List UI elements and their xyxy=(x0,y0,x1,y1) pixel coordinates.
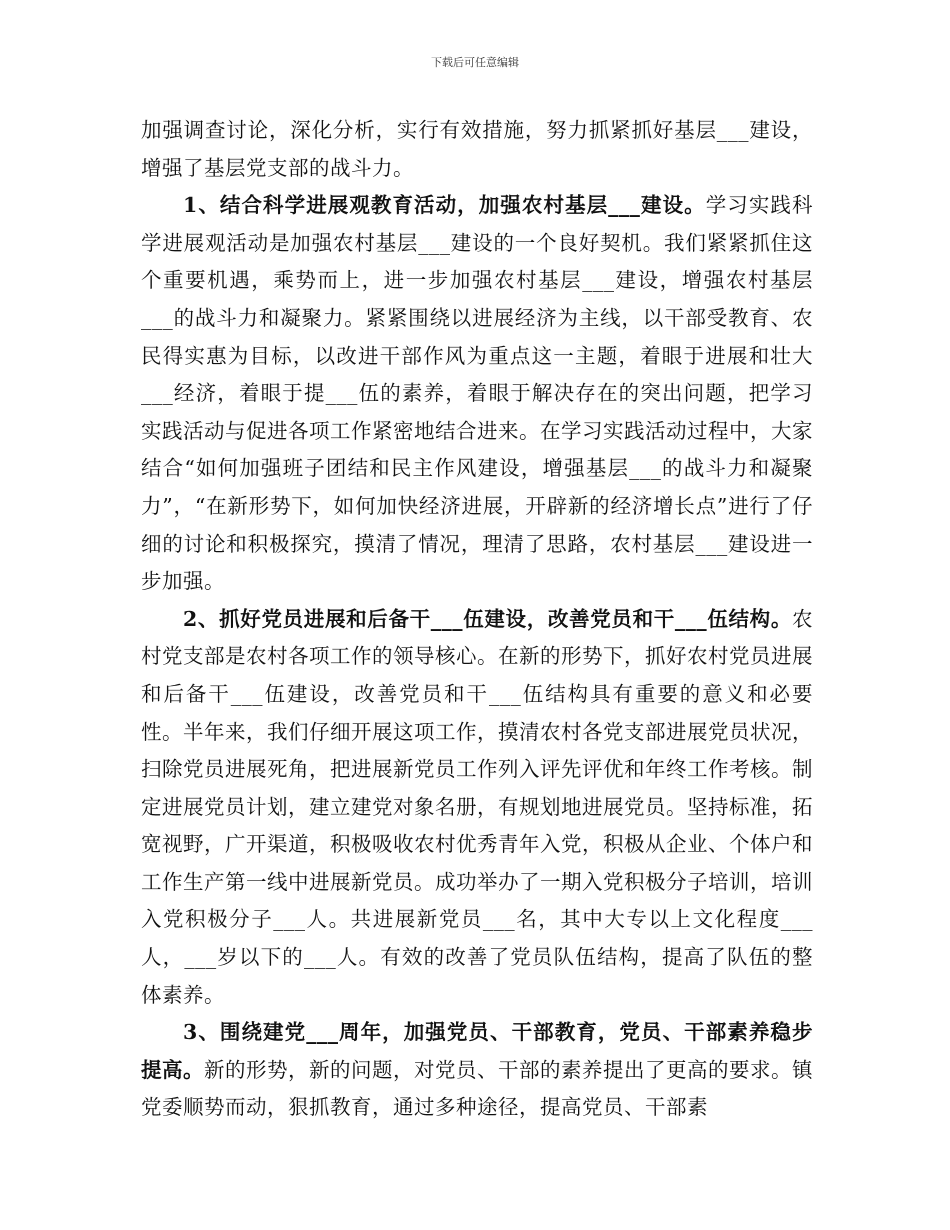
paragraph-text: 加强调查讨论，深化分析，实行有效措施，努力抓紧抓好基层___建设，增强了基层党支部的战斗力。 xyxy=(141,118,813,180)
paragraph-intro xyxy=(141,112,813,187)
paragraph-text: 新的形势，新的问题，对党员、干部的素养提出了更高的要求。镇党委顺势而动，狠抓教育，通过多种途径，提高党员、干部素 xyxy=(141,1057,813,1120)
document-body xyxy=(141,112,813,1127)
paragraph-section-3 xyxy=(141,1014,813,1127)
page-header: 下载后可任意编辑 xyxy=(431,56,519,69)
paragraph-section-2 xyxy=(141,601,813,1015)
paragraph-text: 农村党支部是农村各项工作的领导核心。在新的形势下，抓好农村党员进展和后备干___伍建设，改善党员和干___伍结构具有重要的意义和必要性。半年来，我们仔细开展这项工作，摸清农村各党支部进展党员状况，扫除党员进展死角，把进展新党员工作列入评先评优和年终工作考核。制定进展党员计划，建立建党对象名册，有规划地进展党员。坚持标准，拓宽视野，广开渠道，积极吸收农村优秀青年入党，积极从企业、个体户和工作生产第一线中进展新党员。成功举办了一期入党积极分子培训，培训入党积极分子___人。共进展新党员___名，其中大专以上文化程度___人，___岁以下的___人。有效的改善了党员队伍结构，提高了队伍的整体素养。 xyxy=(141,606,813,1007)
paragraph-section-1 xyxy=(141,187,813,601)
paragraph-text: 学习实践科学进展观活动是加强农村基层___建设的一个良好契机。我们紧紧抓住这个重要机遇，乘势而上，进一步加强农村基层___建设，增强农村基层___的战斗力和凝聚力。紧紧围绕以进展经济为主线，以干部受教育、农民得实惠为目标，以改进干部作风为重点这一主题，着眼于进展和壮大___经济，着眼于提___伍的素养，着眼于解决存在的突出问题，把学习实践活动与促进各项工作紧密地结合进来。在学习实践活动过程中，大家结合“如何加强班子团结和民主作风建设，增强基层___的战斗力和凝聚力”，“在新形势下，如何加快经济进展，开辟新的经济增长点”进行了仔细的讨论和积极探究，摸清了情况，理清了思路，农村基层___建设进一步加强。 xyxy=(141,193,814,594)
section-heading: 1、结合科学进展观教育活动，加强农村基层___建设。 xyxy=(183,193,706,218)
section-heading: 2、抓好党员进展和后备干___伍建设，改善党员和干___伍结构。 xyxy=(183,606,792,631)
section-heading: 3、围绕建党___周年，加强党员、干部教育，党员、干部素养稳步提高。 xyxy=(141,1020,813,1082)
